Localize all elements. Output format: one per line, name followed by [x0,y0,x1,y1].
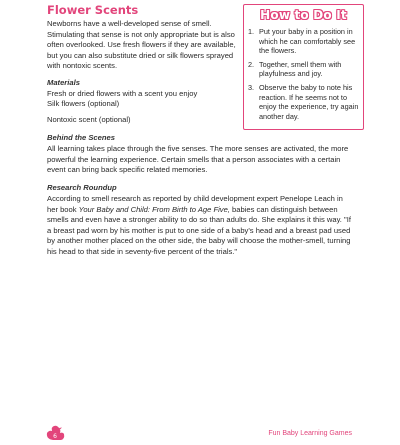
materials-heading: Materials [47,78,80,87]
step-item [248,83,360,121]
research-heading: Research Roundup [47,183,117,192]
materials-item: Fresh or dried flowers with a scent you enjoy [47,89,198,98]
step-item [248,27,360,56]
step-item [248,60,360,79]
page-number: 6 [53,433,57,440]
research-text [47,194,355,257]
materials-item: Silk flowers (optional) [47,99,120,108]
behind-scenes-text: All learning takes place through the five senses. The more senses are activated, the more powerful the learning experience. Certain smells that a person associates with a certain event can bring back specific related memories. [47,144,349,174]
research-text-after: babies can distinguish between smells and even have a stronger ability to do so than adults do. She explains it this way. "If a breast pad worn by his mother is put to one side of a baby's head and a breast pad used by another mother placed on the other side, the baby will choose the mother-smell, turning his head to that side in seventy-five percent of the trials." [47,204,351,256]
step-number: 1. [248,27,255,36]
materials-item: Nontoxic scent (optional) [47,115,131,124]
behind-scenes-heading: Behind the Scenes [47,133,115,142]
research-text-before: According to smell research as reported by child development expert Penelope Leach in her book [47,194,343,214]
research-book-title: Your Baby and Child: From Birth to Age Five, [78,204,230,214]
step-text: Together, smell them with playfulness and joy. [259,59,342,79]
how-to-box [243,4,364,130]
duck-page-icon [44,423,66,441]
how-to-steps [248,27,360,125]
footer-book-title: Fun Baby Learning Games [268,430,352,437]
step-text: Observe the baby to note his reaction. If he seems not to enjoy the experience, try again another day. [259,82,359,121]
intro-paragraph: Newborns have a well-developed sense of smell. Stimulating that sense is not only appropriate but is also often overlooked. Use fresh flowers if they are available, but you can also substitute dried or silk flowers sprayed with nontoxic scents. [47,19,236,70]
step-text: Put your baby in a position in which he can comfortably see the flowers. [259,27,356,56]
activity-title: Flower Scents [47,3,139,17]
step-number: 3. [248,82,255,92]
how-to-title: How to Do It [260,8,347,22]
step-number: 2. [248,59,255,69]
